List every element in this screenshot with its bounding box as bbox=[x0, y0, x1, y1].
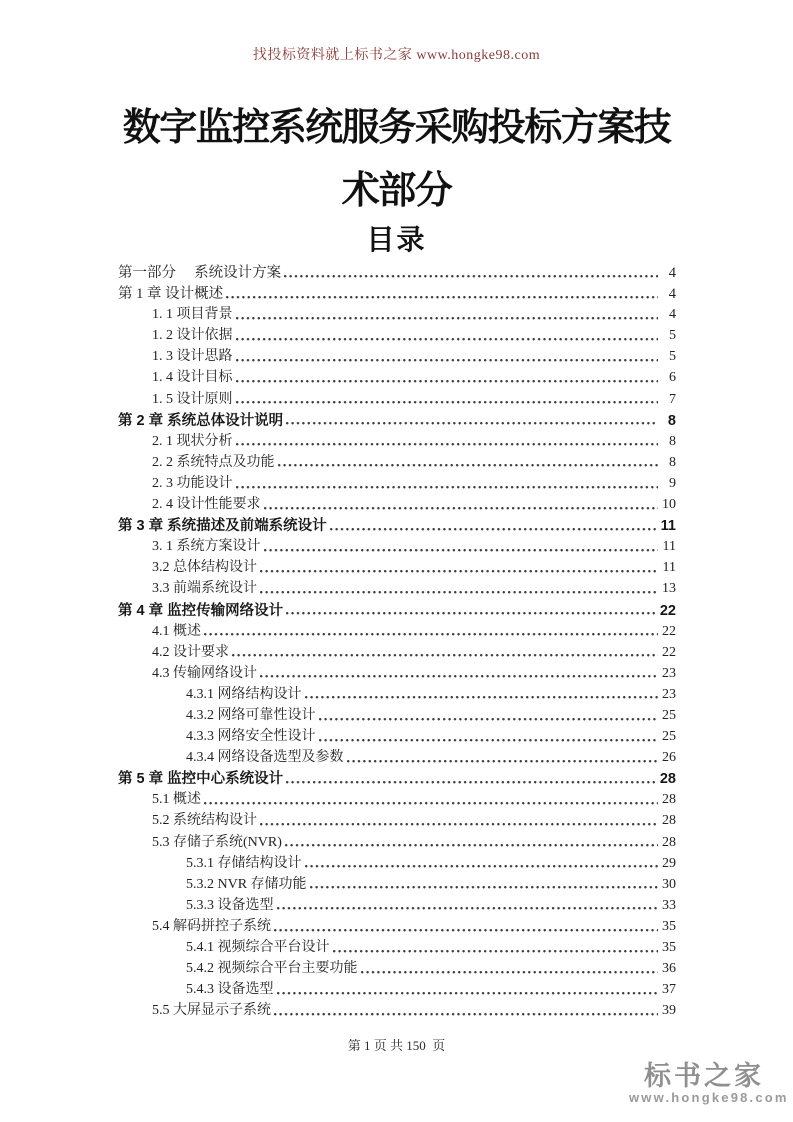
toc-entry-label: 4.3.2 网络可靠性设计 bbox=[186, 707, 316, 723]
toc-entry[interactable] bbox=[118, 662, 676, 683]
toc-entry[interactable] bbox=[118, 599, 676, 620]
toc-entry-page: 5 bbox=[669, 349, 676, 365]
toc-entry[interactable] bbox=[118, 725, 676, 746]
toc-entry[interactable] bbox=[118, 493, 676, 514]
toc-entry-label: 3.3 前端系统设计 bbox=[152, 581, 257, 597]
toc-entry[interactable] bbox=[118, 409, 676, 430]
toc-entry-page: 22 bbox=[662, 623, 676, 639]
toc-leader-dots bbox=[285, 831, 658, 852]
toc-leader-dots bbox=[284, 261, 658, 282]
toc-entry-label: 5.5 大屏显示子系统 bbox=[152, 1003, 271, 1019]
toc-entry-page: 8 bbox=[669, 433, 676, 449]
toc-entry-page: 13 bbox=[662, 581, 676, 597]
toc-entry-label: 3.2 总体结构设计 bbox=[152, 560, 257, 576]
toc-entry-label: 4.1 概述 bbox=[152, 623, 201, 639]
toc-leader-dots bbox=[319, 725, 659, 746]
toc-entry[interactable] bbox=[118, 915, 676, 936]
watermark-url: www.hongke98.com bbox=[629, 1090, 789, 1105]
toc-entry-page: 11 bbox=[662, 560, 676, 576]
toc-leader-dots bbox=[264, 535, 659, 556]
toc-entry-label: 5.4.1 视频综合平台设计 bbox=[186, 940, 330, 955]
toc-entry[interactable] bbox=[118, 366, 676, 387]
toc-entry[interactable] bbox=[118, 767, 676, 788]
toc-entry[interactable] bbox=[118, 683, 676, 704]
document-title-line2: 术部分 bbox=[341, 170, 452, 212]
toc-entry-label: 1. 3 设计思路 bbox=[152, 349, 233, 365]
toc-entry[interactable] bbox=[118, 430, 676, 451]
toc-entry[interactable] bbox=[118, 303, 676, 324]
toc-entry-page: 36 bbox=[662, 961, 676, 977]
toc-entry-label: 5.4.2 视频综合平台主要功能 bbox=[186, 961, 358, 977]
toc-entry-label: 5.2 系统结构设计 bbox=[152, 813, 257, 829]
toc-entry-page: 28 bbox=[662, 792, 676, 808]
toc-entry[interactable] bbox=[118, 641, 676, 662]
toc-entry-label: 1. 4 设计目标 bbox=[152, 370, 233, 386]
toc-entry[interactable] bbox=[118, 999, 676, 1020]
toc-entry[interactable] bbox=[118, 472, 676, 493]
toc-entry-label: 第 5 章 监控中心系统设计 bbox=[118, 771, 284, 788]
toc-leader-dots bbox=[204, 788, 658, 809]
toc-entry-page: 23 bbox=[662, 665, 676, 681]
toc-leader-dots bbox=[236, 388, 659, 409]
toc-leader-dots bbox=[236, 345, 659, 366]
toc-entry-label: 第 1 章 设计概述 bbox=[118, 286, 224, 303]
toc-leader-dots bbox=[232, 641, 658, 662]
document-title-line1: 数字监控系统服务采购投标方案技 bbox=[122, 107, 671, 149]
toc-leader-dots bbox=[333, 936, 659, 957]
toc-leader-dots bbox=[278, 451, 659, 472]
toc-entry[interactable] bbox=[118, 535, 676, 556]
toc-entry-label: 4.2 设计要求 bbox=[152, 644, 229, 660]
toc-entry-label: 5.3.1 存储结构设计 bbox=[186, 855, 302, 871]
toc-entry[interactable] bbox=[118, 957, 676, 978]
document-title bbox=[0, 97, 793, 223]
toc-entry-label: 5.3.3 设备选型 bbox=[186, 897, 274, 913]
toc-entry-label: 2. 2 系统特点及功能 bbox=[152, 454, 275, 470]
toc-leader-dots bbox=[260, 556, 658, 577]
toc-entry-page: 4 bbox=[669, 307, 676, 323]
toc-entry-label: 1. 2 设计依据 bbox=[152, 328, 233, 344]
toc-entry-label: 4.3 传输网络设计 bbox=[152, 665, 257, 681]
toc-leader-dots bbox=[305, 683, 659, 704]
toc-leader-dots bbox=[286, 409, 658, 430]
toc-entry[interactable] bbox=[118, 746, 676, 767]
toc-entry[interactable] bbox=[118, 936, 676, 957]
toc-leader-dots bbox=[310, 873, 658, 894]
toc-entry-label: 第 3 章 系统描述及前端系统设计 bbox=[118, 518, 327, 535]
toc-entry-label: 5.1 概述 bbox=[152, 792, 201, 808]
toc-leader-dots bbox=[236, 366, 659, 387]
toc-entry-page: 11 bbox=[660, 518, 676, 535]
toc-entry[interactable] bbox=[118, 556, 676, 577]
toc-entry-page: 30 bbox=[662, 876, 676, 892]
toc-leader-dots bbox=[260, 809, 658, 830]
toc-entry-page: 8 bbox=[669, 454, 676, 470]
toc-entry-page: 28 bbox=[659, 771, 676, 788]
toc-entry-page: 39 bbox=[662, 1003, 676, 1019]
toc-leader-dots bbox=[347, 746, 659, 767]
toc-entry-page: 5 bbox=[669, 328, 676, 344]
toc-entry-label: 2. 3 功能设计 bbox=[152, 475, 233, 491]
toc-leader-dots bbox=[286, 767, 658, 788]
toc-leader-dots bbox=[330, 514, 658, 535]
toc-entry[interactable] bbox=[118, 261, 676, 282]
toc-entry-label: 2. 4 设计性能要求 bbox=[152, 497, 261, 513]
toc-entry-page: 26 bbox=[662, 750, 676, 766]
toc-entry[interactable] bbox=[118, 388, 676, 409]
toc-leader-dots bbox=[204, 620, 658, 641]
toc-entry-label: 第 2 章 系统总体设计说明 bbox=[118, 412, 284, 429]
toc-entry[interactable] bbox=[118, 852, 676, 873]
toc-entry-label: 4.3.4 网络设备选型及参数 bbox=[186, 750, 344, 766]
toc-leader-dots bbox=[305, 852, 659, 873]
toc-entry-label: 5.4.3 设备选型 bbox=[186, 982, 274, 998]
toc-entry-label: 1. 1 项目背景 bbox=[152, 307, 233, 323]
toc-entry-page: 37 bbox=[662, 982, 676, 998]
toc-leader-dots bbox=[361, 957, 659, 978]
toc-entry-page: 7 bbox=[669, 391, 676, 407]
toc-entry-page: 25 bbox=[662, 707, 676, 723]
toc-entry-page: 10 bbox=[662, 497, 676, 513]
toc-entry-page: 11 bbox=[662, 539, 676, 555]
toc-leader-dots bbox=[264, 493, 659, 514]
page-footer: 第 1 页 共 150 页 bbox=[347, 1038, 446, 1053]
toc-entry-label: 第一部分 系统设计方案 bbox=[118, 265, 282, 281]
toc-entry[interactable] bbox=[118, 282, 676, 303]
toc-entry-page: 4 bbox=[668, 286, 676, 303]
toc-entry-label: 第 4 章 监控传输网络设计 bbox=[118, 602, 284, 619]
toc-entry-page: 28 bbox=[662, 834, 676, 850]
toc-entry-label: 5.3 存储子系统(NVR) bbox=[152, 834, 282, 850]
toc-entry[interactable] bbox=[118, 345, 676, 366]
toc-entry-page: 8 bbox=[667, 412, 676, 429]
toc-list bbox=[118, 261, 676, 1020]
toc-entry[interactable] bbox=[118, 831, 676, 852]
toc-entry[interactable] bbox=[118, 620, 676, 641]
toc-entry-label: 1. 5 设计原则 bbox=[152, 391, 233, 407]
toc-leader-dots bbox=[274, 999, 658, 1020]
toc-leader-dots bbox=[236, 303, 659, 324]
toc-leader-dots bbox=[236, 430, 659, 451]
toc-entry-page: 25 bbox=[662, 729, 676, 745]
toc-entry[interactable] bbox=[118, 324, 676, 345]
toc-leader-dots bbox=[286, 599, 658, 620]
toc-leader-dots bbox=[319, 704, 659, 725]
toc-leader-dots bbox=[236, 324, 659, 345]
toc-entry-page: 22 bbox=[659, 602, 676, 619]
toc-entry-page: 9 bbox=[669, 475, 676, 491]
toc-entry[interactable] bbox=[118, 577, 676, 598]
toc-leader-dots bbox=[260, 577, 658, 598]
toc-entry[interactable] bbox=[118, 451, 676, 472]
toc-leader-dots bbox=[260, 662, 658, 683]
toc-entry-page: 4 bbox=[668, 265, 676, 281]
watermark-logo-text: 标书之家 bbox=[644, 1061, 764, 1091]
toc-entry[interactable] bbox=[118, 788, 676, 809]
toc-entry[interactable] bbox=[118, 704, 676, 725]
toc-entry[interactable] bbox=[118, 514, 676, 535]
site-header-text: 找投标资料就上标书之家 www.hongke98.com bbox=[252, 48, 541, 63]
toc-entry-page: 22 bbox=[662, 644, 676, 660]
toc-entry-page: 35 bbox=[662, 918, 676, 934]
toc-leader-dots bbox=[277, 978, 659, 999]
toc-entry-label: 4.3.1 网络结构设计 bbox=[186, 686, 302, 702]
toc-leader-dots bbox=[277, 894, 659, 915]
toc-entry-page: 33 bbox=[662, 897, 676, 913]
toc-leader-dots bbox=[274, 915, 658, 936]
toc-entry[interactable] bbox=[118, 873, 676, 894]
toc-heading: 目录 bbox=[366, 225, 427, 256]
toc-entry-label: 5.3.2 NVR 存储功能 bbox=[186, 876, 307, 892]
toc-entry-label: 5.4 解码拼控子系统 bbox=[152, 918, 271, 934]
toc-entry-label: 4.3.3 网络安全性设计 bbox=[186, 729, 316, 745]
toc-entry[interactable] bbox=[118, 809, 676, 830]
toc-entry[interactable] bbox=[118, 978, 676, 999]
toc-entry-page: 28 bbox=[662, 813, 676, 829]
toc-leader-dots bbox=[236, 472, 659, 493]
watermark bbox=[629, 1061, 789, 1105]
toc-entry-label: 3. 1 系统方案设计 bbox=[152, 539, 261, 555]
toc-entry-label: 2. 1 现状分析 bbox=[152, 433, 233, 449]
toc-entry-page: 29 bbox=[662, 855, 676, 871]
toc-entry-page: 23 bbox=[662, 686, 676, 702]
toc-leader-dots bbox=[226, 282, 658, 303]
toc-entry[interactable] bbox=[118, 894, 676, 915]
toc-entry-page: 6 bbox=[669, 370, 676, 386]
toc-entry-page: 35 bbox=[662, 940, 676, 955]
